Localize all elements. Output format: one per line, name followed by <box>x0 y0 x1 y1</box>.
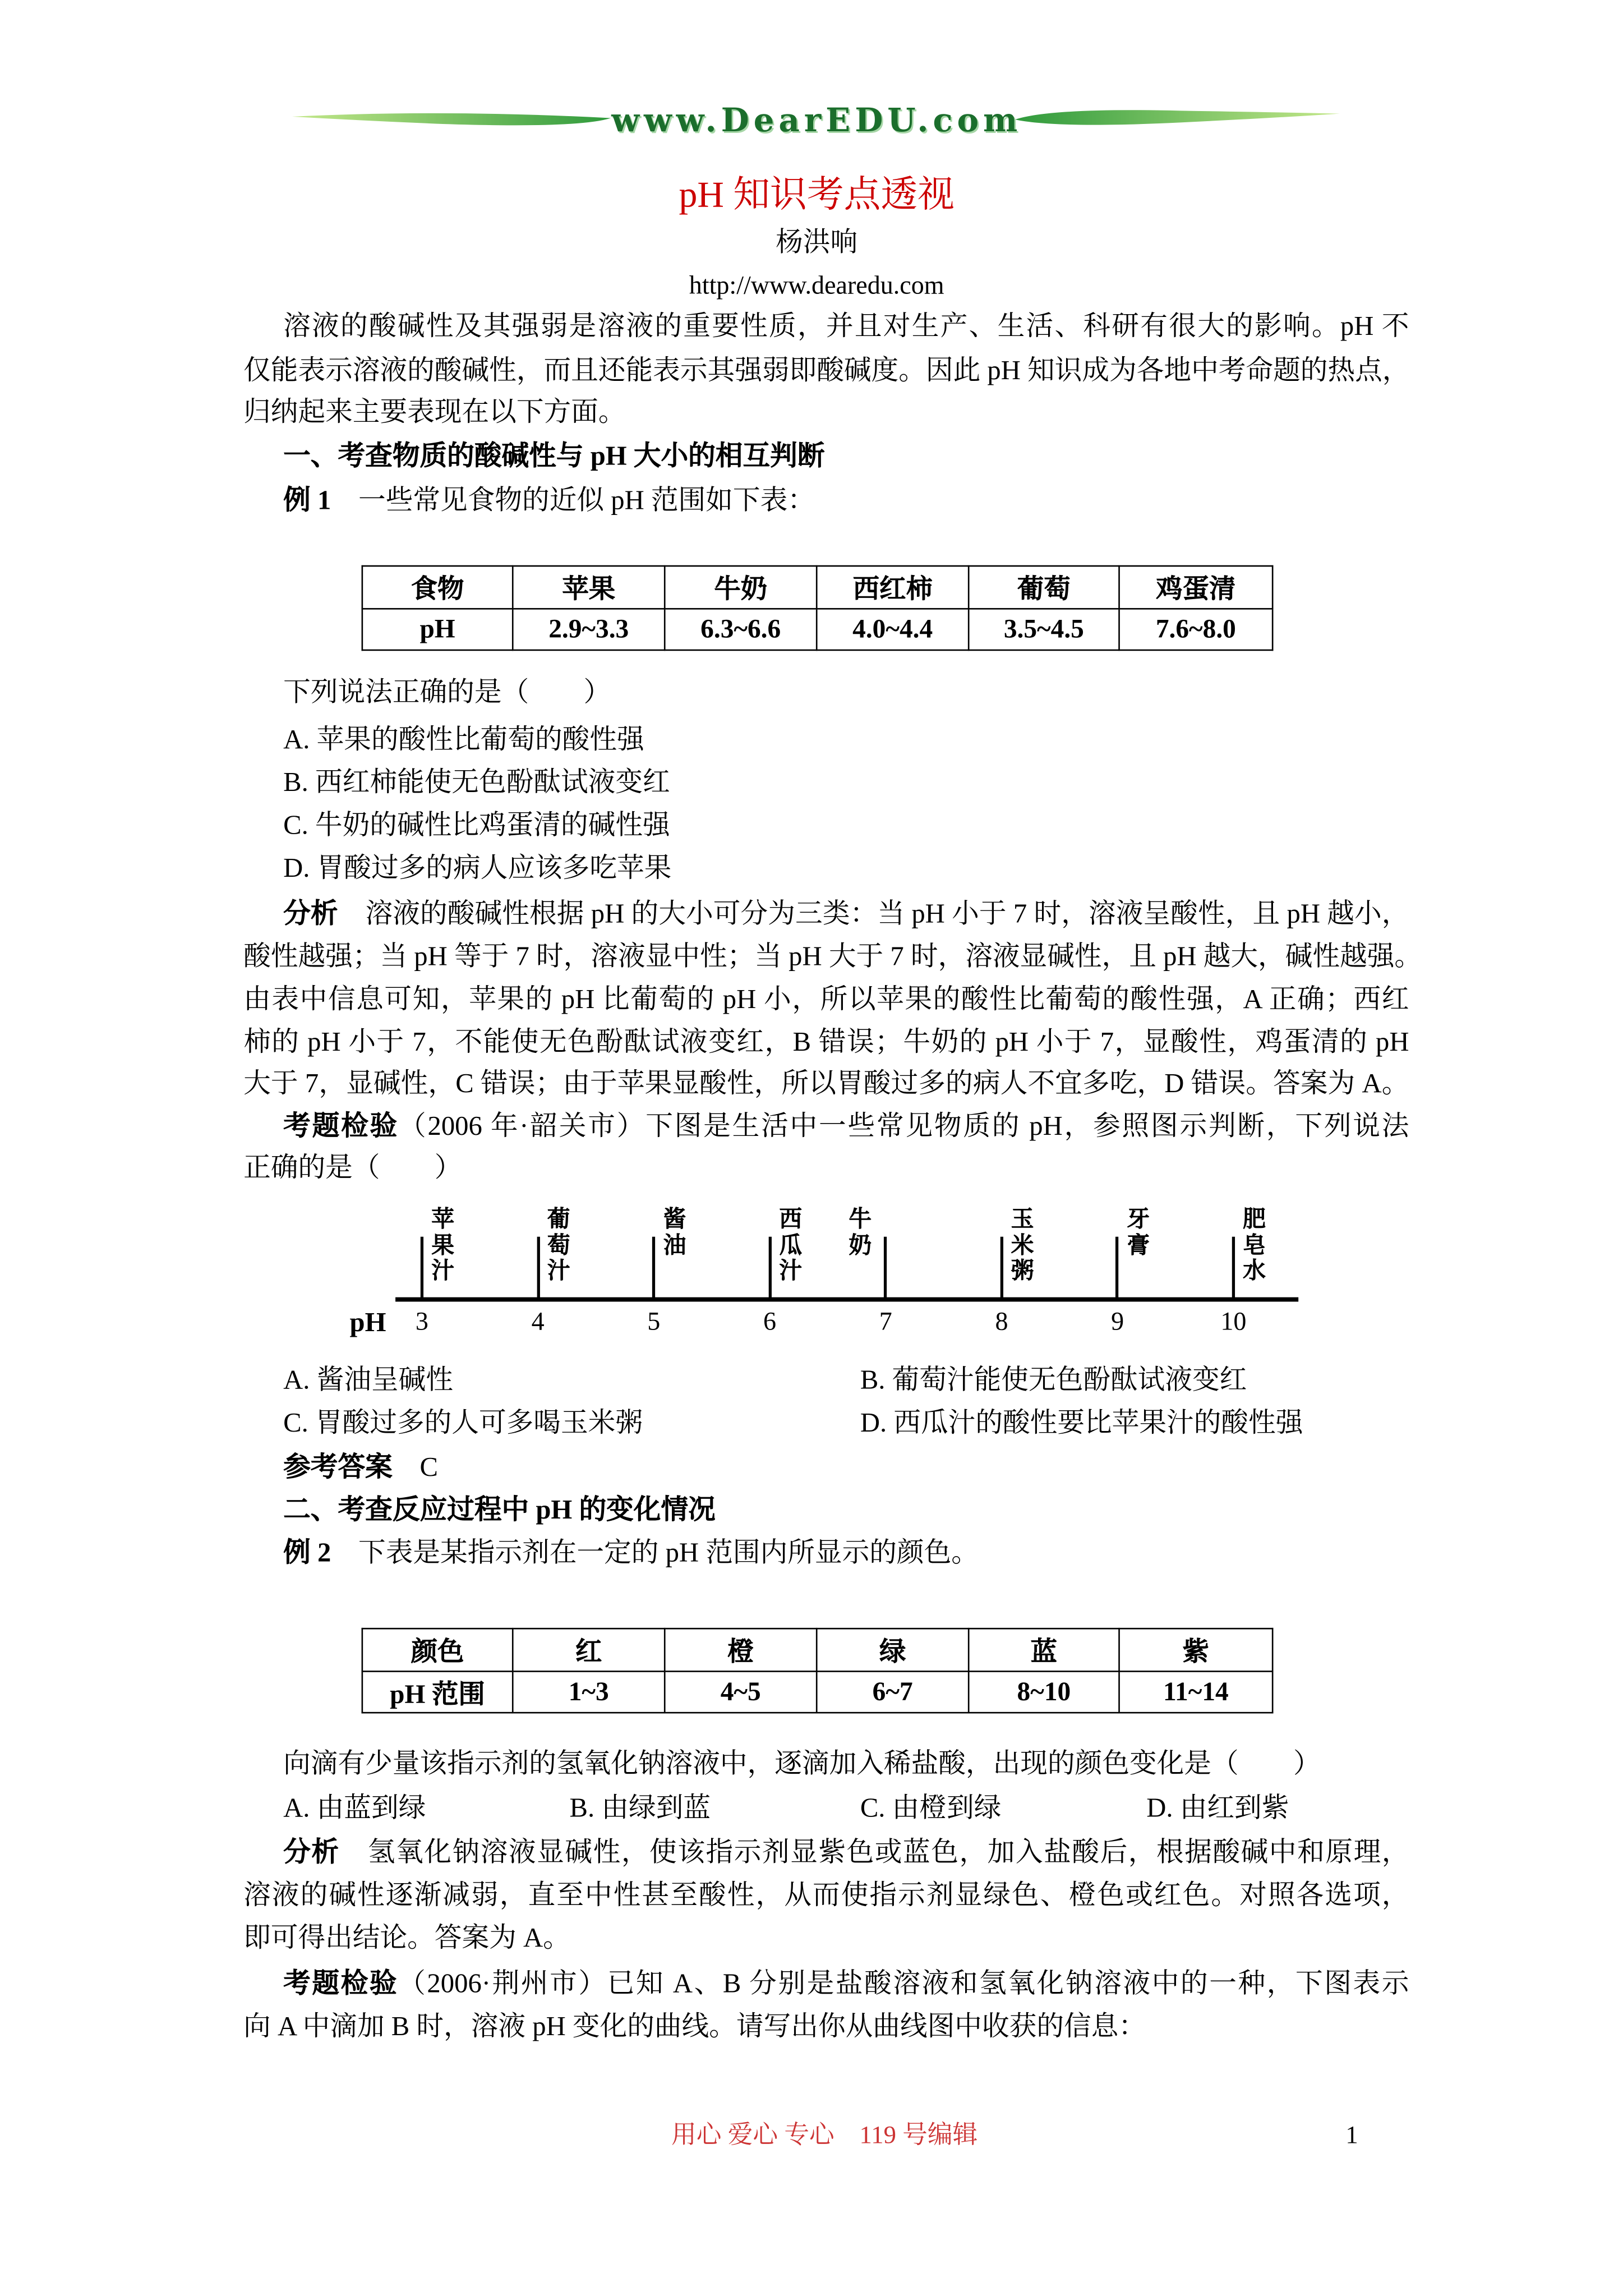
table-cell: 7.6~8.0 <box>1119 609 1273 650</box>
ph-scale-diagram <box>339 1195 1313 1343</box>
analysis-text: 溶液的酸碱性根据 pH 的大小可分为三类：当 pH 小于 7 时，溶液呈酸性，且 pH 越小， <box>365 900 1409 930</box>
table-cell: 8~10 <box>969 1671 1119 1713</box>
ph-tick <box>1116 1237 1119 1299</box>
ph-tick-label: 7 <box>879 1306 892 1336</box>
option-item: B. 葡萄汁能使无色酚酞试液变红 <box>860 1366 1247 1396</box>
table-cell: 葡萄 <box>969 566 1119 609</box>
ph-tick <box>1232 1237 1235 1299</box>
analysis-label: 分析 <box>283 1839 340 1869</box>
analysis-line: 大于 7，显碱性，C 错误；由于苹果显酸性，所以胃酸过多的病人不宜多吃，D 错误。答案为 A。 <box>243 1070 1409 1100</box>
option-item: B. 由绿到蓝 <box>569 1795 711 1824</box>
ph-tick <box>884 1237 887 1299</box>
table-cell: 食物 <box>362 566 513 609</box>
table-cell: 鸡蛋清 <box>1119 566 1273 609</box>
table-cell: 3.5~4.5 <box>969 609 1119 650</box>
author-name: 杨洪响 <box>776 228 858 259</box>
food-ph-table <box>362 565 1274 651</box>
exam-text: （2006·荆州市）已知 A、B 分别是盐酸溶液和氢氧化钠溶液中的一种，下图表示 <box>398 1970 1409 2000</box>
substance-label: 牛奶 <box>849 1207 872 1258</box>
table-cell: 6~7 <box>817 1671 969 1713</box>
option-item: C. 牛奶的碱性比鸡蛋清的碱性强 <box>283 811 670 841</box>
table-cell: 苹果 <box>513 566 665 609</box>
answer-line <box>283 1448 438 1489</box>
exam-label: 考题检验 <box>283 1112 399 1143</box>
table-cell: 牛奶 <box>665 566 817 609</box>
ph-tick-label: 6 <box>763 1306 777 1336</box>
example-line <box>283 1534 979 1575</box>
ph-axis-line <box>395 1297 1298 1301</box>
analysis-line <box>283 894 1409 936</box>
ph-tick <box>768 1237 771 1299</box>
intro-line: 溶液的酸碱性及其强弱是溶液的重要性质，并且对生产、生活、科研有很大的影响。pH 不 <box>283 312 1409 343</box>
table-cell: 蓝 <box>969 1628 1119 1671</box>
table-header-row <box>362 566 1272 609</box>
example-text: 下表是某指示剂在一定的 pH 范围内所显示的颜色。 <box>358 1539 979 1569</box>
ph-tick <box>652 1237 655 1299</box>
table-cell: 1~3 <box>513 1671 665 1713</box>
page-number: 1 <box>1345 2120 1358 2149</box>
option-item: D. 胃酸过多的病人应该多吃苹果 <box>283 854 672 884</box>
ph-axis-label: pH <box>349 1309 386 1339</box>
option-item: C. 胃酸过多的人可多喝玉米粥 <box>283 1409 643 1439</box>
ph-tick <box>536 1237 539 1299</box>
ph-tick-label: 8 <box>995 1306 1008 1336</box>
question-text: 向滴有少量该指示剂的氢氧化钠溶液中，逐滴加入稀盐酸，出现的颜色变化是（ ） <box>283 1750 1321 1780</box>
table-cell: 颜色 <box>362 1628 513 1671</box>
answer-value: C <box>419 1453 439 1484</box>
option-item: D. 西瓜汁的酸性要比苹果汁的酸性强 <box>860 1409 1303 1439</box>
exam-line <box>283 1107 1409 1148</box>
site-logo-text: www.DearEDU.com <box>611 102 1022 140</box>
option-item: C. 由橙到绿 <box>860 1795 1002 1824</box>
option-item: A. 苹果的酸性比葡萄的酸性强 <box>283 726 644 756</box>
analysis-label: 分析 <box>283 900 338 930</box>
substance-label: 葡萄汁 <box>547 1207 570 1284</box>
table-cell: 4.0~4.4 <box>817 609 969 650</box>
ph-tick <box>1000 1237 1003 1299</box>
analysis-line: 即可得出结论。答案为 A。 <box>243 1924 570 1954</box>
ph-tick <box>421 1237 423 1299</box>
table-cell: 西红柿 <box>817 566 969 609</box>
ph-tick-label: 5 <box>647 1306 661 1336</box>
table-header-row <box>362 1628 1272 1671</box>
example-line <box>283 481 815 523</box>
section-heading: 一、考查物质的酸碱性与 pH 大小的相互判断 <box>283 443 825 472</box>
analysis-line <box>283 1833 1409 1875</box>
substance-label: 酱油 <box>663 1207 686 1258</box>
option-item: A. 酱油呈碱性 <box>283 1366 454 1396</box>
option-item: A. 由蓝到绿 <box>283 1795 426 1824</box>
substance-label: 苹果汁 <box>431 1207 455 1284</box>
ph-tick-label: 10 <box>1220 1306 1247 1336</box>
table-cell: 4~5 <box>665 1671 817 1713</box>
ph-tick-label: 9 <box>1111 1306 1124 1336</box>
source-url: http://www.dearedu.com <box>689 270 944 300</box>
indicator-color-table <box>362 1628 1274 1714</box>
footer-text: 用心 爱心 专心 119 号编辑 <box>671 2120 978 2149</box>
substance-label: 西瓜汁 <box>779 1207 803 1284</box>
table-cell: 11~14 <box>1119 1671 1273 1713</box>
analysis-line: 由表中信息可知，苹果的 pH 比葡萄的 pH 小，所以苹果的酸性比葡萄的酸性强，A 正确；西红 <box>243 986 1409 1016</box>
substance-label: 肥皂水 <box>1243 1207 1266 1284</box>
exam-line <box>283 1964 1409 2006</box>
analysis-line: 柿的 pH 小于 7，不能使无色酚酞试液变红，B 错误；牛奶的 pH 小于 7，显酸性，鸡蛋清的 pH <box>243 1028 1409 1059</box>
analysis-text: 氢氧化钠溶液显碱性，使该指示剂显紫色或蓝色，加入盐酸后，根据酸碱中和原理， <box>367 1839 1409 1869</box>
example-text: 一些常见食物的近似 pH 范围如下表： <box>358 487 815 517</box>
question-text: 下列说法正确的是（ ） <box>283 679 611 708</box>
table-cell: 6.3~6.6 <box>665 609 817 650</box>
table-cell: 橙 <box>665 1628 817 1671</box>
table-cell: 2.9~3.3 <box>513 609 665 650</box>
option-item: D. 由红到紫 <box>1146 1795 1289 1824</box>
example-label: 例 2 <box>283 1539 331 1569</box>
table-cell: 紫 <box>1119 1628 1273 1671</box>
intro-line: 仅能表示溶液的酸碱性，而且还能表示其强弱即酸碱度。因此 pH 知识成为各地中考命题的热点， <box>243 357 1410 387</box>
ph-tick-label: 4 <box>531 1306 545 1336</box>
option-item: B. 西红柿能使无色酚酞试液变红 <box>283 769 670 799</box>
section-heading: 二、考查反应过程中 pH 的变化情况 <box>283 1496 716 1526</box>
analysis-line: 溶液的碱性逐渐减弱，直至中性甚至酸性，从而使指示剂显绿色、橙色或红色。对照各选项， <box>243 1881 1409 1912</box>
exam-line: 向 A 中滴加 B 时，溶液 pH 变化的曲线。请写出你从曲线图中收获的信息： <box>243 2013 1146 2043</box>
table-row <box>362 1671 1272 1713</box>
analysis-line: 酸性越强；当 pH 等于 7 时，溶液显中性；当 pH 大于 7 时，溶液显碱性，且 pH 越大，碱性越强。 <box>243 943 1422 973</box>
table-row <box>362 609 1272 650</box>
answer-label: 参考答案 <box>283 1453 393 1484</box>
exam-label: 考题检验 <box>283 1970 399 2000</box>
table-cell: 绿 <box>817 1628 969 1671</box>
table-cell: 红 <box>513 1628 665 1671</box>
intro-line: 归纳起来主要表现在以下方面。 <box>243 398 626 428</box>
exam-text: （2006 年·韶关市）下图是生活中一些常见物质的 pH，参照图示判断，下列说法 <box>399 1112 1409 1143</box>
table-cell: pH <box>362 609 513 650</box>
table-cell: pH 范围 <box>362 1671 513 1713</box>
page-title: pH 知识考点透视 <box>679 176 955 216</box>
substance-label: 玉米粥 <box>1011 1207 1034 1284</box>
ph-tick-label: 3 <box>415 1306 428 1336</box>
example-label: 例 1 <box>283 487 331 517</box>
exam-line: 正确的是（ ） <box>243 1154 462 1184</box>
substance-label: 牙膏 <box>1127 1207 1150 1258</box>
